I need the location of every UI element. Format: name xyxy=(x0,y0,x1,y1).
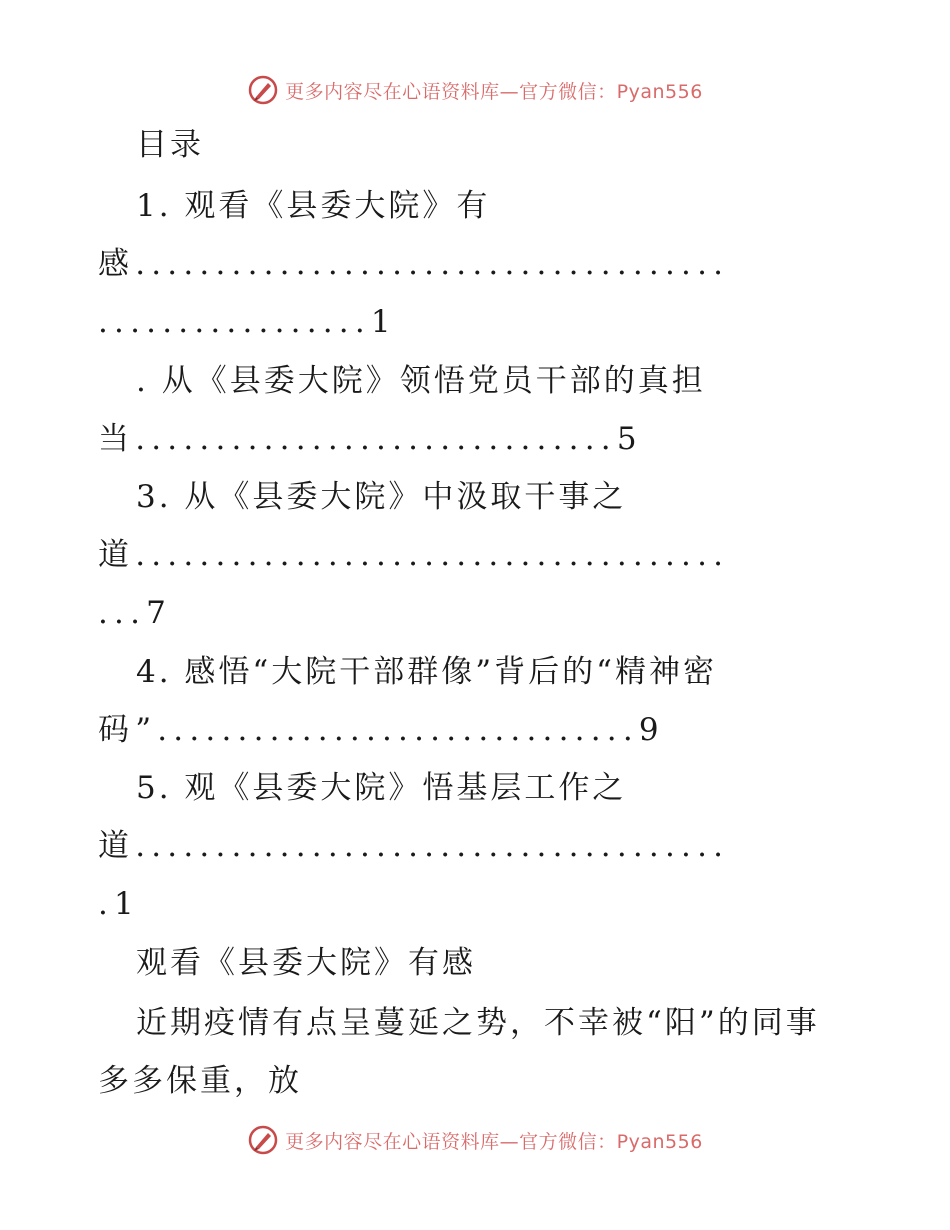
toc-entry-3-leader: 道..................................... xyxy=(98,537,730,573)
toc-entry-4-leader: 码”..............................9 xyxy=(98,712,665,748)
toc-entry-3-title[interactable]: 3. 从《县委大院》中汲取干事之 xyxy=(136,479,627,515)
toc-entry-5-leader: 道..................................... xyxy=(98,828,730,864)
article-paragraph-line-2: 多多保重，放 xyxy=(98,1063,302,1099)
pen-logo-icon xyxy=(247,1124,279,1156)
banner-text: 更多内容尽在心语资料库—官方微信：Pyan556 xyxy=(285,1130,703,1153)
toc-entry-5-title[interactable]: 5. 观《县委大院》悟基层工作之 xyxy=(136,770,627,806)
toc-heading: 目录 xyxy=(136,127,204,163)
toc-entry-4-title[interactable]: 4. 感悟“大院干部群像”背后的“精神密 xyxy=(136,654,717,690)
article-title: 观看《县委大院》有感 xyxy=(136,945,476,981)
footer-banner xyxy=(0,1120,950,1160)
pen-logo-icon xyxy=(247,74,279,106)
toc-entry-1-page: .................1 xyxy=(98,304,397,340)
toc-entry-1-leader: 感..................................... xyxy=(98,246,730,282)
article-paragraph-line-1: 近期疫情有点呈蔓延之势，不幸被“阳”的同事 xyxy=(136,1005,820,1041)
toc-entry-1-title[interactable]: 1. 观看《县委大院》有 xyxy=(136,188,491,224)
toc-entry-2-leader: 当..............................5 xyxy=(98,421,643,457)
toc-entry-5-page: .1 xyxy=(98,886,140,922)
toc-entry-3-page: ...7 xyxy=(98,595,173,631)
header-banner xyxy=(0,70,950,110)
banner-text: 更多内容尽在心语资料库—官方微信：Pyan556 xyxy=(285,80,703,103)
toc-entry-2-title[interactable]: . 从《县委大院》领悟党员干部的真担 xyxy=(136,363,706,399)
